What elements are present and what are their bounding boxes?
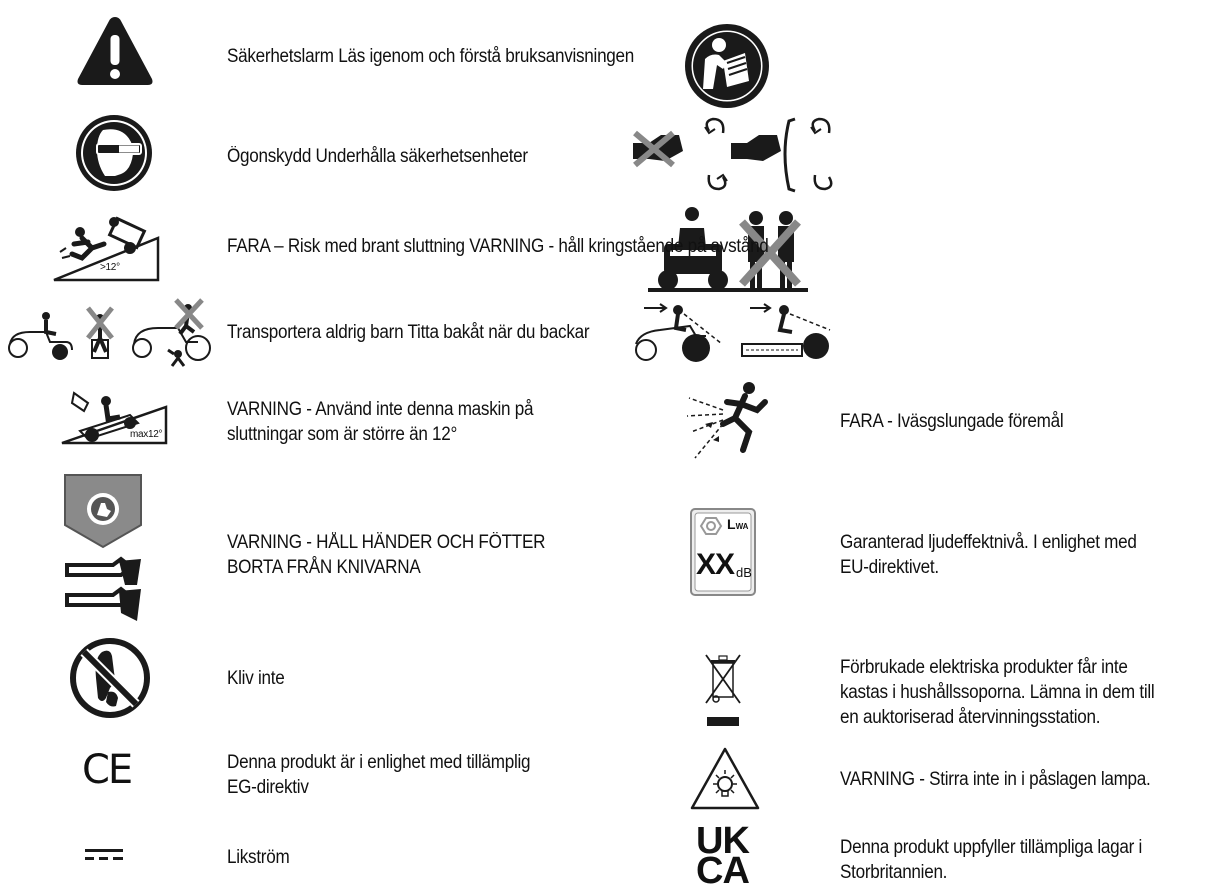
no-step-icon xyxy=(70,638,150,718)
read-manual-icon xyxy=(683,23,771,109)
warning-triangle-icon xyxy=(75,13,155,89)
entry-text-eye-protection: Ögonskydd Underhålla säkerhetsenheter xyxy=(227,146,528,167)
entry-text-direct-current: Likström xyxy=(227,847,290,868)
entry-text-max-slope: VARNING - Använd inte denna maskin på sluttningar som är större än 12° xyxy=(227,399,534,445)
entry-text-ce: Denna produkt är i enlighet med tillämplig EG-direktiv xyxy=(227,752,531,798)
maintain-safety-devices-icon xyxy=(629,113,839,195)
entry-text-sound-power: Garanterad ljudeffektnivå. I enlighet med EU-direktivet. xyxy=(840,532,1137,578)
slope-danger-icon xyxy=(52,214,162,284)
entry-text-blades: VARNING - HÅLL HÄNDER OCH FÖTTER BORTA FRÅN KNIVARNA xyxy=(227,532,546,578)
direct-current-icon xyxy=(85,848,125,864)
sound-value: XX xyxy=(696,548,735,581)
entry-text-thrown-objects: FARA - Iväsgslungade föremål xyxy=(840,411,1064,432)
ukca-mark xyxy=(696,820,749,892)
entry-text-safety-alert: Säkerhetslarm Läs igenom och förstå bruksanvisningen xyxy=(227,46,635,67)
eye-protection-icon xyxy=(75,114,153,192)
thrown-objects-icon xyxy=(683,380,773,468)
lamp-warning-icon xyxy=(689,746,761,812)
max-slope-label: max12° xyxy=(130,429,163,440)
entry-text-no-children: Transportera aldrig barn Titta bakåt när du backar xyxy=(227,322,590,343)
ce-mark: CE xyxy=(82,747,132,793)
lwa-label: LWA xyxy=(727,516,749,532)
entry-text-ukca: Denna produkt uppfyller tillämpliga lagar i Storbritannien. xyxy=(840,837,1143,883)
entry-text-weee: Förbrukade elektriska produkter får inte kastas i hushållssoporna. Lämna in dem till en auktoriserad återvinningsstation. xyxy=(840,657,1155,728)
slope-label: >12° xyxy=(100,262,120,273)
weee-bin-icon xyxy=(703,651,743,729)
entry-text-slope-danger: FARA – Risk med brant sluttning VARNING - håll kringstående på avstånd xyxy=(227,236,769,257)
blade-hazard-icon xyxy=(63,473,143,633)
ukca-mark-top: UK xyxy=(696,820,749,862)
ukca-mark-bottom: CA xyxy=(696,850,749,892)
entry-text-no-step: Kliv inte xyxy=(227,668,285,689)
max-slope-icon xyxy=(60,385,170,449)
look-behind-reversing-icon xyxy=(630,300,840,366)
sound-power-icon xyxy=(690,508,756,596)
entry-text-lamp-warning: VARNING - Stirra inte in i påslagen lampa. xyxy=(840,769,1151,790)
sound-unit: dB xyxy=(736,565,752,580)
no-children-icon xyxy=(2,298,217,368)
